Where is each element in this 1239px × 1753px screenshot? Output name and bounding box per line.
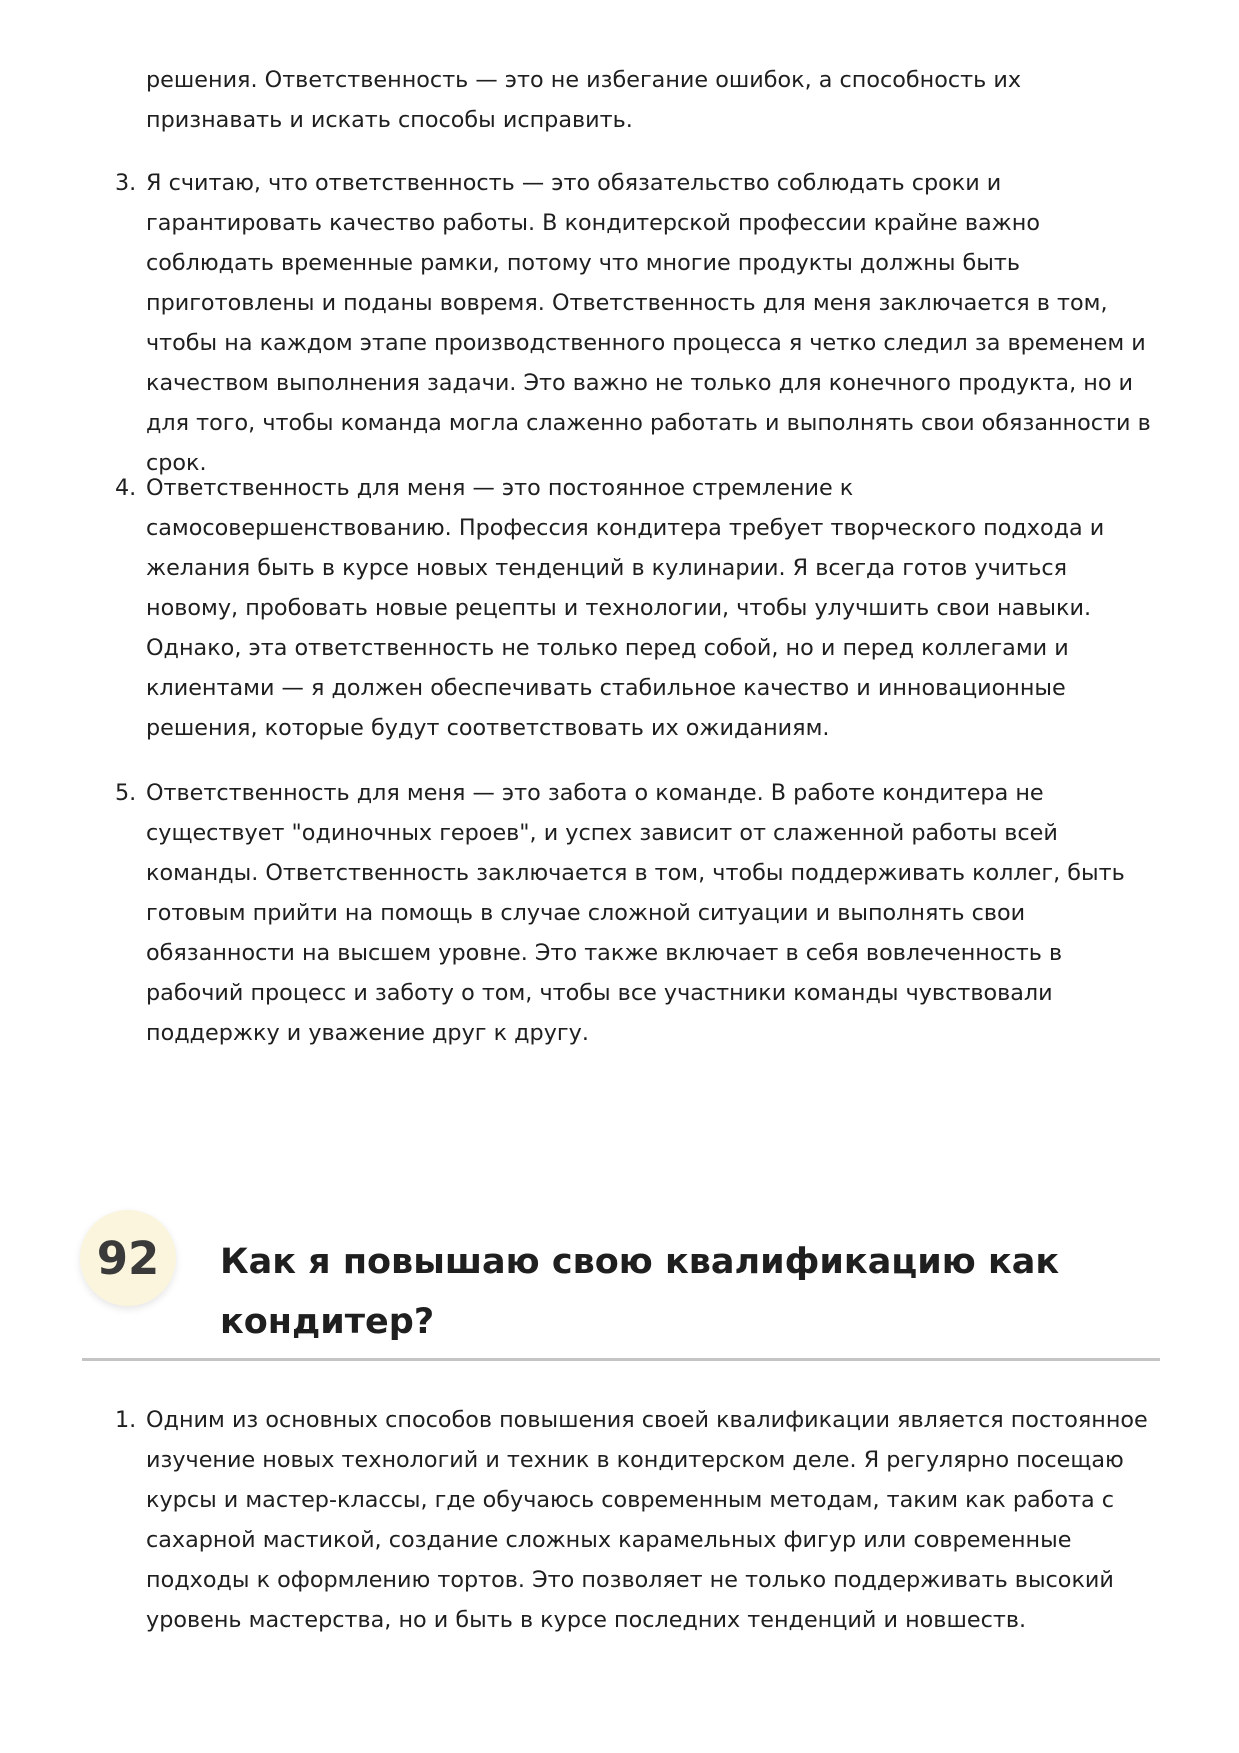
answer-4-number: 4.: [115, 475, 137, 501]
question-number-badge: [80, 1210, 176, 1306]
continued-answer-text: решения. Ответственность — это не избегание ошибок, а способность их признавать и искать способы исправить.: [146, 67, 1022, 133]
answer-3-text: Я считаю, что ответственность — это обязательство соблюдать сроки и гарантировать качество работы. В кондитерской профессии крайне важно соблюдать временные рамки, потому что многие продукты должны быть приготовлены и поданы вовремя. Ответственность для меня заключается в том, чтобы на каждом этапе производственного процесса я четко следил за временем и качеством выполнения задачи. Это важно не только для конечного продукта, но и для того, чтобы команда могла слаженно работать и выполнять свои обязанности в срок.: [146, 170, 1151, 476]
answer-3-number: 3.: [115, 170, 137, 196]
answer-5-text: Ответственность для меня — это забота о команде. В работе кондитера не существует "одиночных героев", и успех зависит от слаженной работы всей команды. Ответственность заключается в том, чтобы поддерживать коллег, быть готовым прийти на помощь в случае сложной ситуации и выполнять свои обязанности на высшем уровне. Это также включает в себя вовлеченность в рабочий процесс и заботу о том, чтобы все участники команды чувствовали поддержку и уважение друг к другу.: [146, 780, 1125, 1046]
new-answer-1-text: Одним из основных способов повышения своей квалификации является постоянное изучение новых технологий и техник в кондитерском деле. Я регулярно посещаю курсы и мастер-классы, где обучаюсь современным методам, таким как работа с сахарной мастикой, создание сложных карамельных фигур или современные подходы к оформлению тортов. Это позволяет не только поддерживать высокий уровень мастерства, но и быть в курсе последних тенденций и новшеств.: [146, 1407, 1148, 1633]
answer-4-text: Ответственность для меня — это постоянное стремление к самосовершенствованию. Профессия кондитера требует творческого подхода и желания быть в курсе новых тенденций в кулинарии. Я всегда готов учиться новому, пробовать новые рецепты и технологии, чтобы улучшить свои навыки. Однако, эта ответственность не только перед собой, но и перед коллегами и клиентами — я должен обеспечивать стабильное качество и инновационные решения, которые будут соответствовать их ожиданиям.: [146, 475, 1105, 741]
question-title: Как я повышаю свою квалификацию как кондитер?: [220, 1242, 1060, 1342]
answer-5-number: 5.: [115, 780, 137, 806]
question-divider: [82, 1358, 1160, 1361]
new-answer-1-number: 1.: [115, 1407, 137, 1433]
question-number: 92: [96, 1231, 160, 1285]
